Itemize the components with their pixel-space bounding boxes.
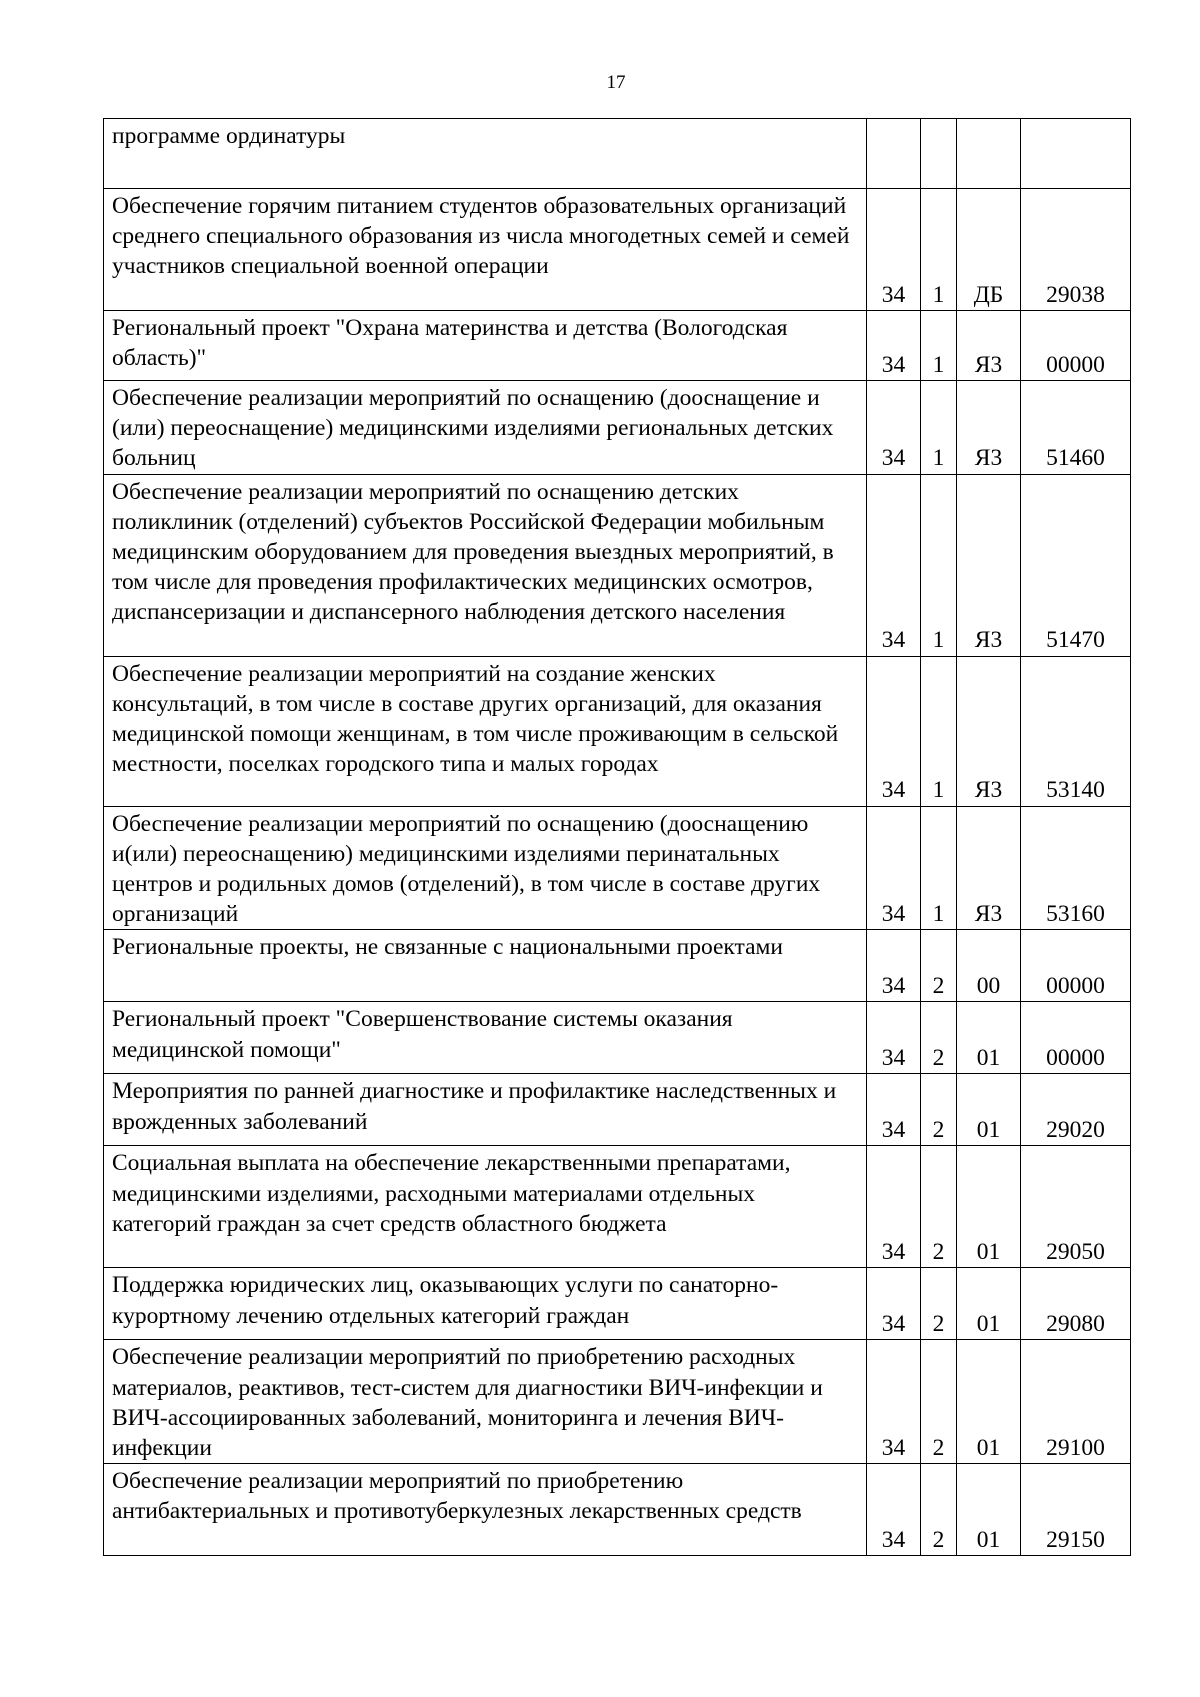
- program-code-cell: 34: [867, 1268, 921, 1340]
- expense-code-cell: [1021, 119, 1131, 189]
- program-code-cell: 34: [867, 381, 921, 475]
- table-row: [104, 474, 1131, 656]
- budget-classification-table: [103, 118, 1131, 1556]
- subprogram-code-cell: 2: [921, 1074, 957, 1146]
- project-code-cell: 00: [957, 930, 1021, 1002]
- program-code-cell: 34: [867, 930, 921, 1002]
- project-code-cell: Я3: [957, 311, 1021, 381]
- table-row: [104, 806, 1131, 930]
- row-name-cell: Обеспечение реализации мероприятий по оснащению (дооснащение и (или) переоснащение) медицинскими изделиями региональных детских больниц: [104, 381, 867, 475]
- subprogram-code-cell: 2: [921, 1002, 957, 1074]
- table-row: [104, 1268, 1131, 1340]
- expense-code-cell: 00000: [1021, 1002, 1131, 1074]
- expense-code-cell: 53160: [1021, 806, 1131, 930]
- table-row: [104, 656, 1131, 806]
- expense-code-cell: 51460: [1021, 381, 1131, 475]
- program-code-cell: 34: [867, 474, 921, 656]
- subprogram-code-cell: 2: [921, 1464, 957, 1556]
- subprogram-code-cell: 2: [921, 1268, 957, 1340]
- table-row: [104, 189, 1131, 311]
- program-code-cell: 34: [867, 1464, 921, 1556]
- subprogram-code-cell: 1: [921, 381, 957, 475]
- subprogram-code-cell: 1: [921, 189, 957, 311]
- row-name-cell: программе ординатуры: [104, 119, 867, 189]
- expense-code-cell: 29020: [1021, 1074, 1131, 1146]
- subprogram-code-cell: [921, 119, 957, 189]
- row-name-cell: Региональные проекты, не связанные с национальными проектами: [104, 930, 867, 1002]
- project-code-cell: Я3: [957, 656, 1021, 806]
- page-number: 17: [606, 72, 626, 93]
- project-code-cell: Я3: [957, 381, 1021, 475]
- table-row: [104, 1146, 1131, 1268]
- program-code-cell: [867, 119, 921, 189]
- project-code-cell: Я3: [957, 474, 1021, 656]
- expense-code-cell: 29080: [1021, 1268, 1131, 1340]
- program-code-cell: 34: [867, 1002, 921, 1074]
- table-row: [104, 119, 1131, 189]
- row-name-cell: Обеспечение реализации мероприятий по приобретению антибактериальных и противотуберкулезных лекарственных средств: [104, 1464, 867, 1556]
- project-code-cell: ДБ: [957, 189, 1021, 311]
- project-code-cell: 01: [957, 1002, 1021, 1074]
- expense-code-cell: 53140: [1021, 656, 1131, 806]
- table-row: [104, 1002, 1131, 1074]
- subprogram-code-cell: 2: [921, 930, 957, 1002]
- program-code-cell: 34: [867, 311, 921, 381]
- subprogram-code-cell: 1: [921, 806, 957, 930]
- subprogram-code-cell: 2: [921, 1146, 957, 1268]
- expense-code-cell: 00000: [1021, 311, 1131, 381]
- program-code-cell: 34: [867, 1074, 921, 1146]
- table-row: [104, 311, 1131, 381]
- table-row: [104, 1340, 1131, 1464]
- expense-code-cell: 00000: [1021, 930, 1131, 1002]
- row-name-cell: Региональный проект "Совершенствование системы оказания медицинской помощи": [104, 1002, 867, 1074]
- program-code-cell: 34: [867, 656, 921, 806]
- program-code-cell: 34: [867, 1146, 921, 1268]
- project-code-cell: 01: [957, 1074, 1021, 1146]
- subprogram-code-cell: 1: [921, 656, 957, 806]
- table-row: [104, 1074, 1131, 1146]
- project-code-cell: Я3: [957, 806, 1021, 930]
- subprogram-code-cell: 2: [921, 1340, 957, 1464]
- row-name-cell: Социальная выплата на обеспечение лекарственными препаратами, медицинскими изделиями, расходными материалами отдельных категорий граждан за счет средств областного бюджета: [104, 1146, 867, 1268]
- row-name-cell: Обеспечение реализации мероприятий на создание женских консультаций, в том числе в составе других организаций, для оказания медицинской помощи женщинам, в том числе проживающим в сельской местности, поселках городского типа и малых городах: [104, 656, 867, 806]
- table-body: [104, 119, 1131, 1556]
- expense-code-cell: 29100: [1021, 1340, 1131, 1464]
- expense-code-cell: 29050: [1021, 1146, 1131, 1268]
- expense-code-cell: 51470: [1021, 474, 1131, 656]
- table-row: [104, 1464, 1131, 1556]
- program-code-cell: 34: [867, 806, 921, 930]
- row-name-cell: Мероприятия по ранней диагностике и профилактике наследственных и врожденных заболеваний: [104, 1074, 867, 1146]
- expense-code-cell: 29038: [1021, 189, 1131, 311]
- program-code-cell: 34: [867, 189, 921, 311]
- project-code-cell: 01: [957, 1340, 1021, 1464]
- table-row: [104, 930, 1131, 1002]
- expense-code-cell: 29150: [1021, 1464, 1131, 1556]
- row-name-cell: Поддержка юридических лиц, оказывающих услуги по санаторно-курортному лечению отдельных категорий граждан: [104, 1268, 867, 1340]
- project-code-cell: [957, 119, 1021, 189]
- subprogram-code-cell: 1: [921, 311, 957, 381]
- row-name-cell: Обеспечение реализации мероприятий по оснащению детских поликлиник (отделений) субъектов Российской Федерации мобильным медицинским оборудованием для проведения выездных мероприятий, в том числе для проведения профилактических медицинских осмотров, диспансеризации и диспансерного наблюдения детского населения: [104, 474, 867, 656]
- program-code-cell: 34: [867, 1340, 921, 1464]
- project-code-cell: 01: [957, 1268, 1021, 1340]
- project-code-cell: 01: [957, 1464, 1021, 1556]
- table-row: [104, 381, 1131, 475]
- row-name-cell: Обеспечение горячим питанием студентов образовательных организаций среднего специального образования из числа многодетных семей и семей участников специальной военной операции: [104, 189, 867, 311]
- row-name-cell: Обеспечение реализации мероприятий по приобретению расходных материалов, реактивов, тест-систем для диагностики ВИЧ-инфекции и ВИЧ-ассоциированных заболеваний, мониторинга и лечения ВИЧ-инфекции: [104, 1340, 867, 1464]
- row-name-cell: Региональный проект "Охрана материнства и детства (Вологодская область)": [104, 311, 867, 381]
- project-code-cell: 01: [957, 1146, 1021, 1268]
- row-name-cell: Обеспечение реализации мероприятий по оснащению (дооснащению и(или) переоснащению) медицинскими изделиями перинатальных центров и родильных домов (отделений), в том числе в составе других организаций: [104, 806, 867, 930]
- subprogram-code-cell: 1: [921, 474, 957, 656]
